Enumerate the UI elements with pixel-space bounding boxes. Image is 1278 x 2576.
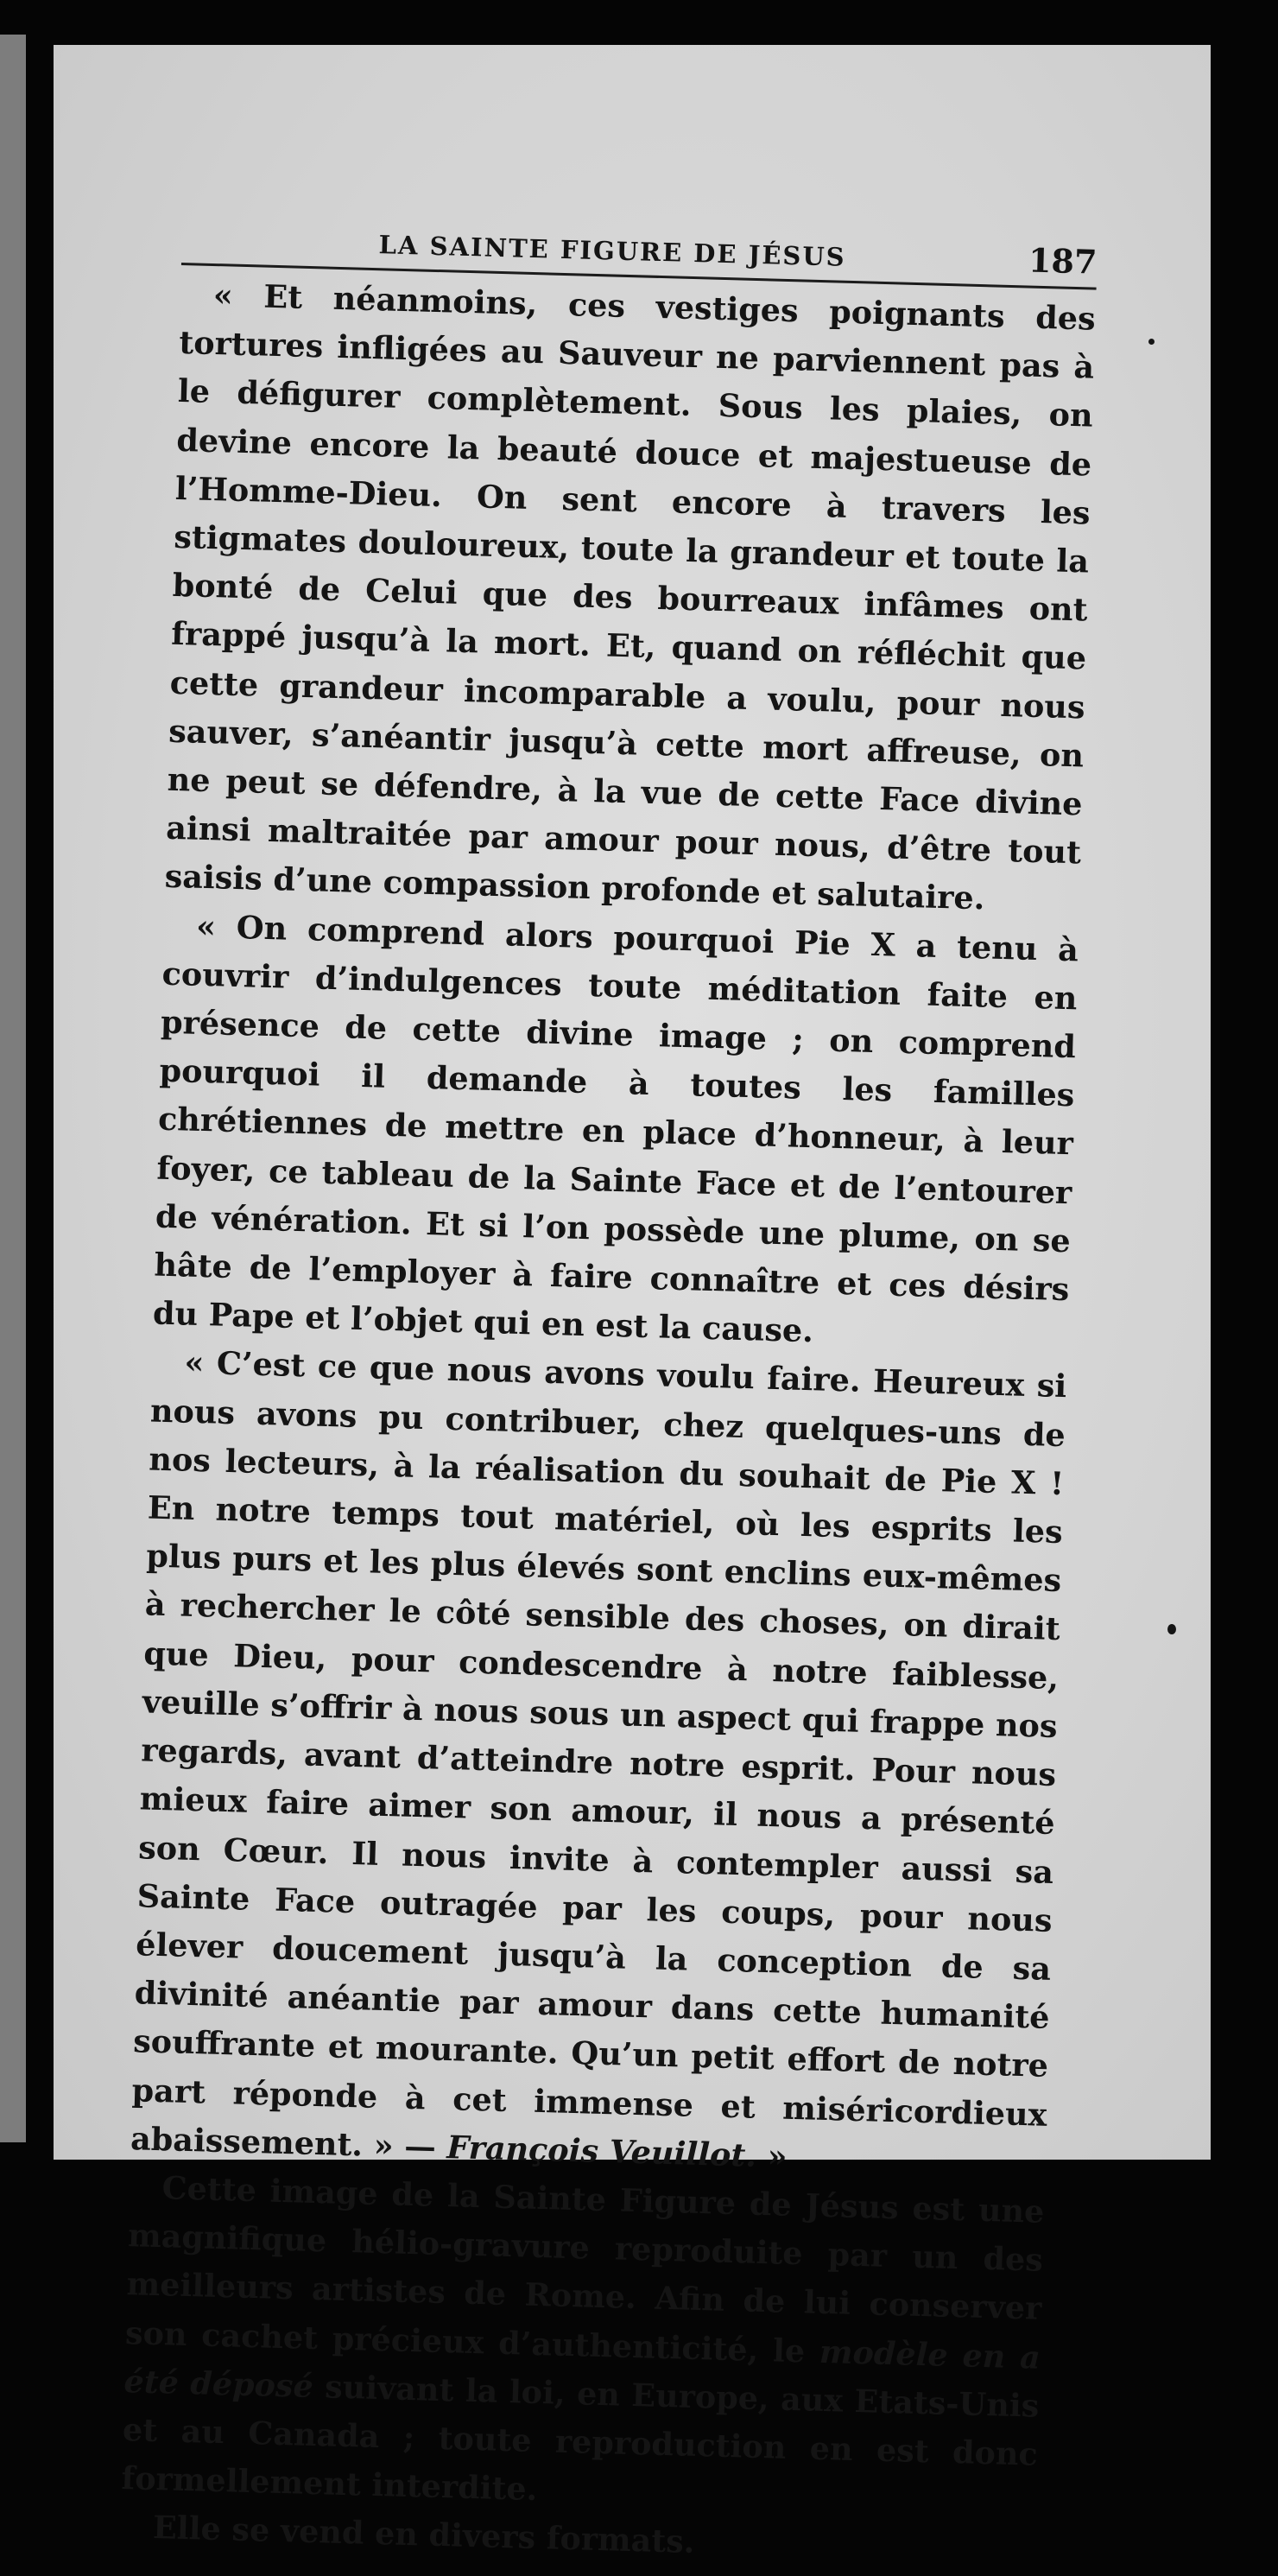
paragraph-4-after: suivant la loi, en Europe, aux Etats-Unis et au Canada ; toute reproduction en est donc formellement interdite. (121, 2367, 1040, 2509)
paragraph-4-before: Cette image de la Sainte Figure de Jésus est une magnifique hélio-gravure reproduite par un des meilleurs artistes de Rome. Afin de lui conserver son cachet précieux d’authenticité, le (124, 2169, 1045, 2370)
ink-speck (1167, 1624, 1176, 1634)
paragraph-2: « On comprend alors pourquoi Pie X a tenu à couvrir d’indulgences toute méditation faite en présence de cette divine image ; on comprend pourquoi il demande à toutes les familles chrétiennes de mettre en place d’honneur, à leur foyer, ce tableau de la Sainte Face et de l’entourer de vénération. Et si l’on possède une plume, on se hâte de l’employer à faire connaître et ces désirs du Pape et l’objet qui en est la cause. (152, 907, 1079, 1350)
signature: François Veuillot. (446, 2128, 757, 2174)
running-title: LA SAINTE FIGURE DE JÉSUS (378, 230, 847, 272)
page-number: 187 (1028, 240, 1098, 282)
adjacent-page-edge (0, 35, 26, 2142)
closing-quote: » (756, 2136, 788, 2175)
ink-speck (1148, 339, 1155, 345)
paragraph-3-text: « C’est ce que nous avons voulu faire. Heureux si nous avons pu contribuer, chez quelques-uns de nos lecteurs, à la réalisation du souhait de Pie X ! En notre temps tout matériel, où les esprits les plus purs et les plus élevés sont enclins eux-mêmes à rechercher le côté sensible des choses, on dirait que Dieu, pour condescendre à notre faiblesse, veuille s’offrir à nous sous un aspect qui frappe nos regards, avant d’atteindre notre esprit. Pour nous mieux faire aimer son amour, il nous a présenté son Cœur. Il nous invite à contempler aussi sa Sainte Face outragée par les coups, pour nous élever doucement jusqu’à la conception de sa divinité anéantie par amour dans cette humanité souffrante et mourante. Qu’un petit effort de notre part réponde à cet immense et miséricordieux abaissement. » — (130, 1344, 1067, 2166)
paragraph-4-italic: modèle en a été déposé (123, 2332, 1041, 2405)
paragraph-5: Elle se vend en divers formats. (152, 2509, 696, 2561)
paragraph-3 (130, 1338, 1066, 2188)
paragraph-1: « Et néanmoins, ces vestiges poignants des tortures infligées au Sauveur ne parviennent pas à le défigurer complètement. Sous les plaies, on devine encore la beauté douce et majestueuse de l’Homme-Dieu. On sent encore à travers les stigmates douloureux, toute la grandeur et toute la bonté de Celui que des bourreaux infâmes ont frappé jusqu’à la mort. Et, quand on réfléchit que cette grandeur incomparable a voulu, pour nous sauver, s’anéantir jusqu’à cette mort affreuse, on ne peut se défendre, à la vue de cette Face divine ainsi maltraitée par amour pour nous, d’être tout saisis d’une compassion profonde et salutaire. (164, 276, 1097, 917)
page-content (119, 199, 1098, 2576)
paragraph-4 (121, 2163, 1045, 2528)
book-page (54, 45, 1211, 2561)
